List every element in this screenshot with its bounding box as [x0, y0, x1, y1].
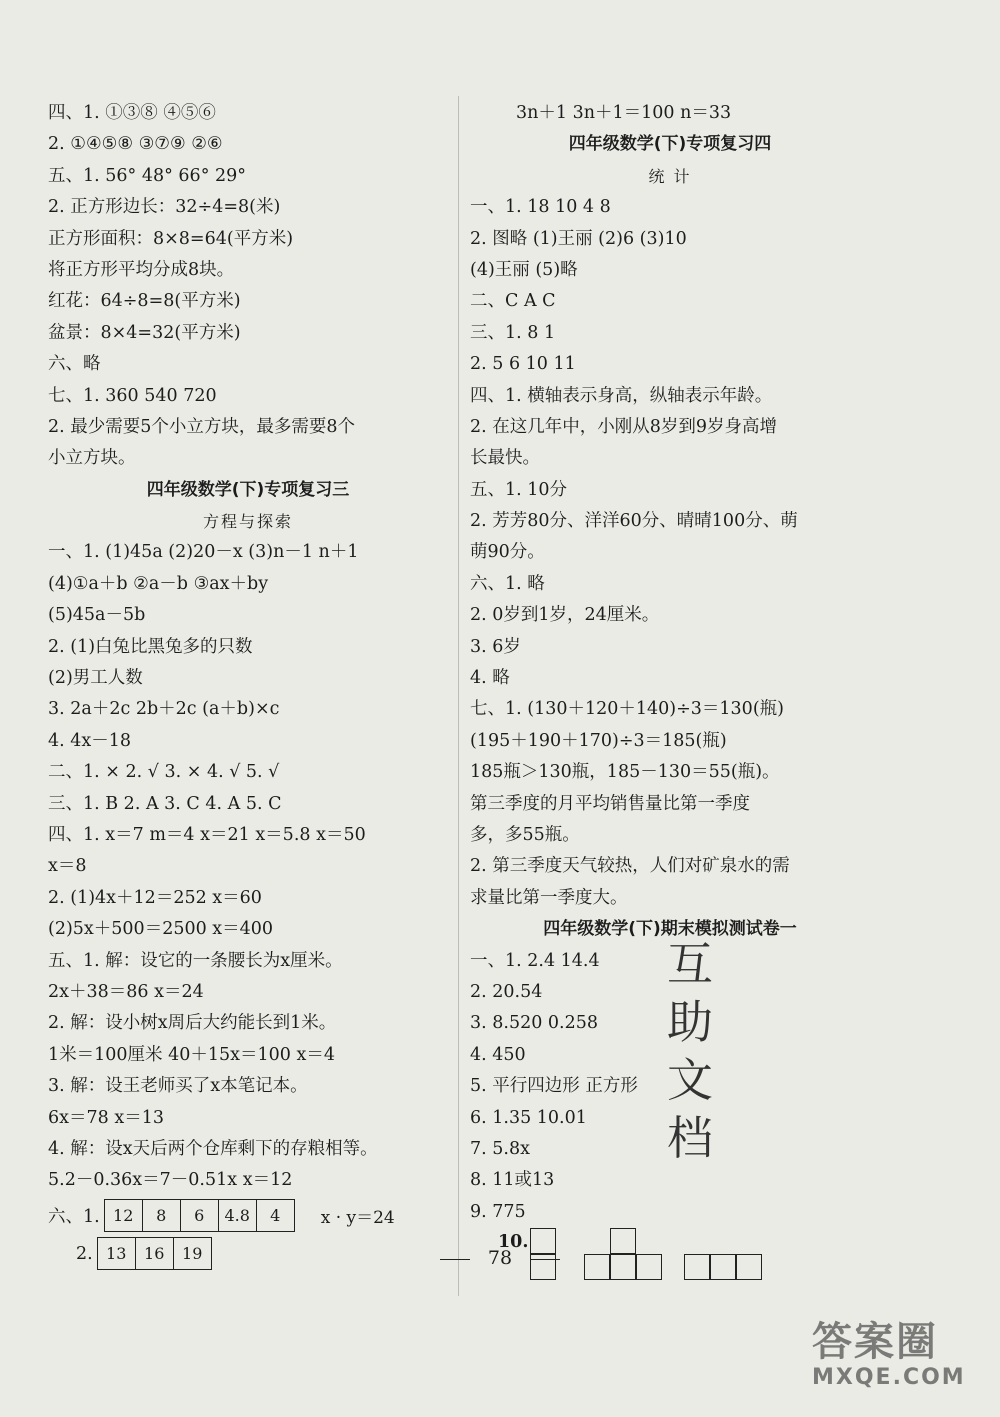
answer-line: 2. 20.54: [470, 981, 543, 1002]
table-cell: 13: [106, 1244, 127, 1264]
page-number-dash-right: [530, 1259, 560, 1260]
watermark-bottom: MXQE.COM: [812, 1365, 966, 1390]
answer-line: 2. ①④⑤⑧ ③⑦⑨ ②⑥: [48, 134, 223, 155]
answer-line: 六、1. 略: [470, 573, 545, 594]
answer-line: (195＋190＋170)÷3＝185(瓶): [470, 730, 727, 751]
question-label: 六、1.: [48, 1207, 100, 1228]
answer-line: 3. 8.520 0.258: [470, 1013, 599, 1034]
table-cell: 8: [142, 1200, 180, 1231]
watermark-logo: [812, 1318, 992, 1408]
question-label: 2.: [76, 1243, 93, 1264]
answer-line: 3. 6岁: [470, 636, 521, 657]
table-cell: 12: [113, 1206, 134, 1226]
page-number-dash-left: [440, 1259, 470, 1260]
answer-line: 六、略: [48, 354, 101, 375]
answer-line: 2. (1)白兔比黑兔多的只数: [48, 636, 253, 657]
table-cell: 16: [135, 1238, 173, 1269]
answer-line: 一、1. 18 10 4 8: [470, 197, 611, 218]
answer-line: 3. 解：设王老师买了x本笔记本。: [48, 1076, 308, 1097]
answer-line: 五、1. 10分: [470, 479, 568, 500]
left-block-2: [48, 537, 448, 1196]
answer-table-row-1: [48, 1197, 448, 1235]
answer-line: 2. 第三季度天气较热，人们对矿泉水的需: [470, 856, 790, 877]
answer-line: 1米＝100厘米 40＋15x＝100 x＝4: [48, 1044, 335, 1065]
answer-line: 将正方形平均分成8块。: [48, 259, 235, 280]
right-block-2: [470, 192, 870, 914]
answer-line: 七、1. 360 540 720: [48, 385, 217, 406]
answer-line: 红花：64÷8=8(平方米): [48, 291, 241, 312]
page-number: [0, 1247, 1000, 1269]
answer-line: 求量比第一季度大。: [470, 887, 628, 908]
answer-line: 2. 最少需要5个小立方块，最多需要8个: [48, 416, 356, 437]
table-cell: 4.8: [218, 1200, 256, 1231]
table-cell: 19: [173, 1238, 211, 1269]
answer-line: 2. 5 6 10 11: [470, 354, 576, 375]
answer-line: 5. 平行四边形 正方形: [470, 1076, 638, 1097]
answer-line: 正方形面积：8×8=64(平方米): [48, 228, 294, 249]
page-number-value: 78: [487, 1247, 513, 1269]
answer-line: 一、1. (1)45a (2)20－x (3)n－1 n＋1: [48, 542, 359, 563]
answer-line: 2. 在这几年中，小刚从8岁到9岁身高增: [470, 416, 778, 437]
answer-line: 二、1. × 2. √ 3. × 4. √ 5. √: [48, 762, 280, 783]
answer-line: 小立方块。: [48, 448, 136, 469]
answer-line: 4. 450: [470, 1044, 526, 1065]
answer-line: 4. 4x－18: [48, 730, 132, 751]
answer-line: 2x＋38＝86 x＝24: [48, 981, 204, 1002]
handwritten-char: 档: [667, 1111, 713, 1165]
answer-line: 8. 11或13: [470, 1170, 555, 1191]
handwritten-char: 互: [667, 937, 713, 991]
answer-line: 6. 1.35 10.01: [470, 1107, 587, 1128]
answer-line: 9. 775: [470, 1201, 526, 1222]
question-label: 10.: [498, 1232, 529, 1253]
answer-line: 2. (1)4x＋12＝252 x＝60: [48, 887, 262, 908]
answer-line: x＝8: [48, 856, 87, 877]
formula-text: x · y＝24: [320, 1208, 395, 1229]
answer-line: 萌90分。: [470, 542, 545, 563]
watermark-top: 答案圈: [812, 1319, 938, 1365]
answer-line: 一、1. 2.4 14.4: [470, 950, 600, 971]
answer-line: 四、1. 横轴表示身高，纵轴表示年龄。: [470, 385, 773, 406]
answer-line: 四、1. ①③⑧ ④⑤⑥: [48, 103, 216, 123]
answer-line: 2. 图略 (1)王丽 (2)6 (3)10: [470, 228, 687, 249]
section-title-review-3: 四年级数学(下)专项复习三: [146, 479, 350, 500]
answer-line: 七、1. (130＋120＋140)÷3＝130(瓶): [470, 699, 784, 720]
answer-line: 2. 0岁到1岁，24厘米。: [470, 605, 660, 626]
answer-line: 7. 5.8x: [470, 1138, 530, 1159]
answer-line: 2. 解：设小树x周后大约能长到1米。: [48, 1013, 337, 1034]
handwritten-annotation: [645, 935, 735, 1167]
answer-line: 长最快。: [470, 448, 540, 469]
answer-line: 6x＝78 x＝13: [48, 1107, 164, 1128]
answer-line: 盆景：8×4=32(平方米): [48, 322, 241, 343]
answer-line: 二、C A C: [470, 291, 556, 312]
answer-line: 4. 略: [470, 668, 510, 689]
left-block-1: [48, 98, 448, 475]
answer-line: 185瓶＞130瓶，185－130＝55(瓶)。: [470, 762, 780, 783]
answer-line: 三、1. 8 1: [470, 322, 556, 343]
answer-line: 2. 正方形边长：32÷4=8(米): [48, 197, 281, 218]
answer-line: 3. 2a＋2c 2b＋2c (a＋b)×c: [48, 699, 280, 720]
answer-line: 3n＋1 3n＋1＝100 n＝33: [516, 103, 732, 123]
handwritten-char: 文: [667, 1053, 713, 1107]
answer-line: (5)45a－5b: [48, 605, 146, 626]
answer-line: 五、1. 解：设它的一条腰长为x厘米。: [48, 950, 343, 971]
section-title-final-test-1: 四年级数学(下)期末模拟测试卷一: [543, 919, 797, 940]
answer-line: (2)5x＋500＝2500 x＝400: [48, 919, 274, 940]
left-column: [48, 98, 448, 1273]
answer-line: 多，多55瓶。: [470, 824, 580, 845]
answer-line: 三、1. B 2. A 3. C 4. A 5. C: [48, 793, 282, 814]
answer-line: (4)①a＋b ②a－b ③ax＋by: [48, 573, 269, 594]
table-cell: 4: [256, 1200, 294, 1231]
table-cell: 6: [180, 1200, 218, 1231]
value-table: [104, 1199, 295, 1232]
answer-line: (2)男工人数: [48, 668, 143, 689]
answer-line: 5.2－0.36x＝7－0.51x x＝12: [48, 1170, 293, 1191]
answer-line: (4)王丽 (5)略: [470, 259, 578, 280]
answer-line: 2. 芳芳80分、洋洋60分、晴晴100分、萌: [470, 511, 798, 532]
section-subtitle-statistics: 统 计: [648, 166, 692, 186]
handwritten-char: 助: [667, 995, 713, 1049]
answer-line: 4. 解：设x天后两个仓库剩下的存粮相等。: [48, 1138, 378, 1159]
answer-line: 五、1. 56° 48° 66° 29°: [48, 165, 247, 186]
answer-line: 第三季度的月平均销售量比第一季度: [470, 793, 750, 814]
section-title-review-4: 四年级数学(下)专项复习四: [568, 134, 772, 155]
answer-line: 四、1. x＝7 m＝4 x＝21 x＝5.8 x＝50: [48, 824, 366, 845]
column-divider: [458, 96, 459, 1296]
section-subtitle-equations: 方程与探索: [202, 512, 293, 532]
